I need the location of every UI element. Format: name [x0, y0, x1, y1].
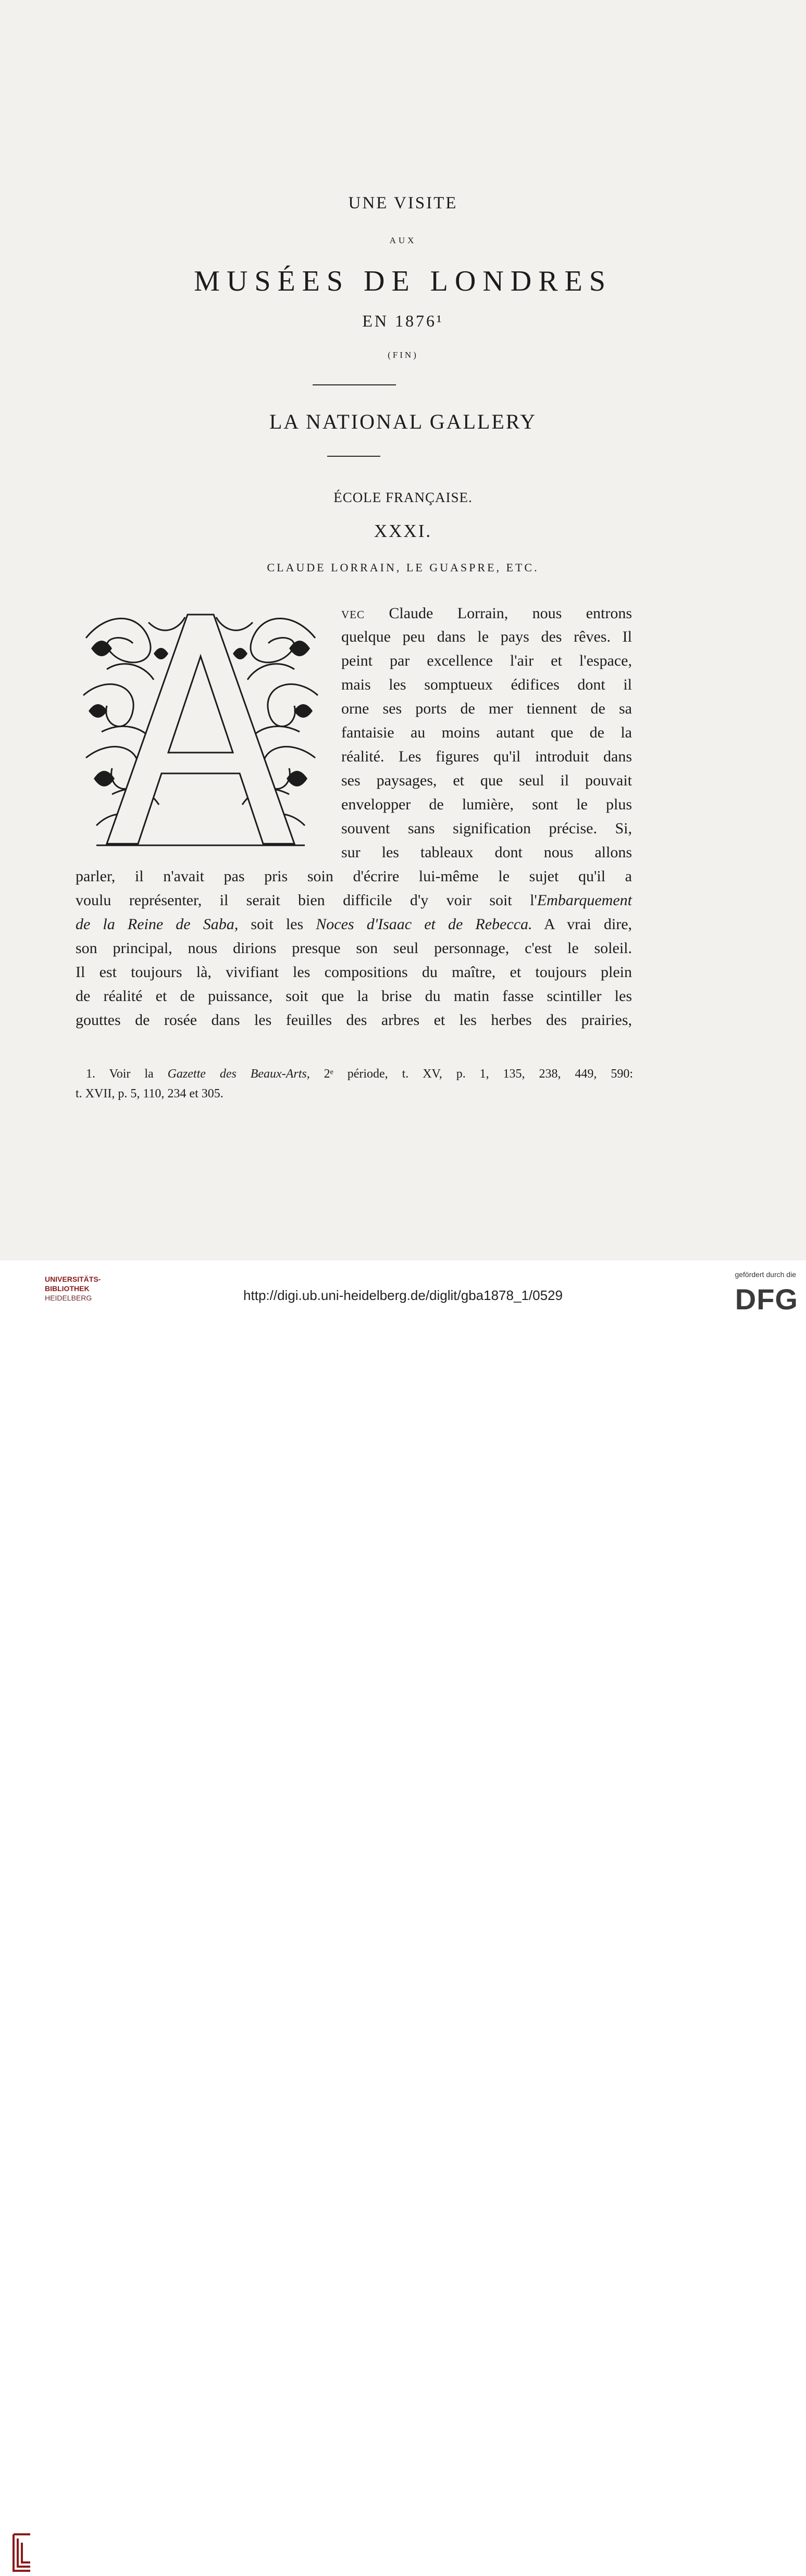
- text-line: peint par excellence l'air et l'espace,: [341, 652, 632, 669]
- text-line: Il est toujours là, vivifiant les compositions du maître, et toujours plein: [76, 964, 632, 981]
- chapter-number: XXXI.: [374, 521, 432, 541]
- text-line: orne ses ports de mer tiennent de sa: [341, 700, 632, 717]
- text-line: de la Reine de Saba, soit les Noces d'Isaac et de Rebecca. A vrai dire,: [76, 916, 633, 933]
- heading-une-visite: UNE VISITE: [348, 194, 458, 212]
- text-line: VEC Claude Lorrain, nous entrons: [341, 605, 632, 622]
- scanned-page: [0, 0, 806, 1260]
- text-line: parler, il n'avait pas pris soin d'écrire lui-même le sujet qu'il a: [76, 868, 632, 885]
- library-name[interactable]: UNIVERSITÄTS- BIBLIOTHEK HEIDELBERG: [45, 1275, 101, 1302]
- ub-heidelberg-logo-icon: [9, 2529, 34, 2576]
- text-line: souvent sans signification précise. Si,: [341, 820, 632, 837]
- heading-musees-de-londres: MUSÉES DE LONDRES: [194, 265, 612, 297]
- text-line: quelque peu dans le pays des rêves. Il: [341, 628, 632, 645]
- ornamental-initial-a-icon: [76, 607, 326, 852]
- text-line: de réalité et de puissance, soit que la brise du matin fasse scintiller les: [76, 987, 632, 1005]
- heading-fin: (FIN): [388, 350, 418, 360]
- dfg-logo[interactable]: DFG: [735, 1283, 798, 1316]
- chapter-subject: CLAUDE LORRAIN, LE GUASPRE, ETC.: [267, 561, 539, 574]
- school-heading: ÉCOLE FRANÇAISE.: [333, 490, 473, 505]
- heading-aux: AUX: [389, 235, 417, 245]
- text-line: mais les somptueux édifices dont il: [341, 676, 632, 693]
- text-line: sur les tableaux dont nous allons: [341, 844, 632, 861]
- text-line: ses paysages, et que seul il pouvait: [341, 772, 632, 789]
- text-line: envelopper de lumière, sont le plus: [341, 796, 632, 813]
- section-title: LA NATIONAL GALLERY: [269, 410, 537, 433]
- text-line: son principal, nous dirions presque son seul personnage, c'est le soleil.: [76, 940, 632, 957]
- text-line: fantaisie au moins autant que de la: [341, 724, 632, 741]
- text-line: voulu représenter, il serait bien difficile d'y voir soit l'Embarquement: [76, 892, 632, 909]
- footnote-line: 1. Voir la Gazette des Beaux-Arts, 2ᵉ période, t. XV, p. 1, 135, 238, 449, 590:: [86, 1067, 633, 1081]
- heading-year: EN 1876¹: [362, 311, 444, 330]
- text-line: gouttes de rosée dans les feuilles des arbres et les herbes des prairies,: [76, 1011, 632, 1029]
- viewer-footer: [0, 1260, 806, 1324]
- funded-by-label: gefördert durch die: [735, 1270, 796, 1279]
- text-line: réalité. Les figures qu'il introduit dans: [341, 748, 632, 765]
- footnote-line: t. XVII, p. 5, 110, 234 et 305.: [76, 1087, 224, 1101]
- divider-rule: [327, 456, 380, 457]
- permalink-url[interactable]: http://digi.ub.uni-heidelberg.de/diglit/gba1878_1/0529: [243, 1287, 563, 1303]
- divider-rule: [313, 384, 396, 385]
